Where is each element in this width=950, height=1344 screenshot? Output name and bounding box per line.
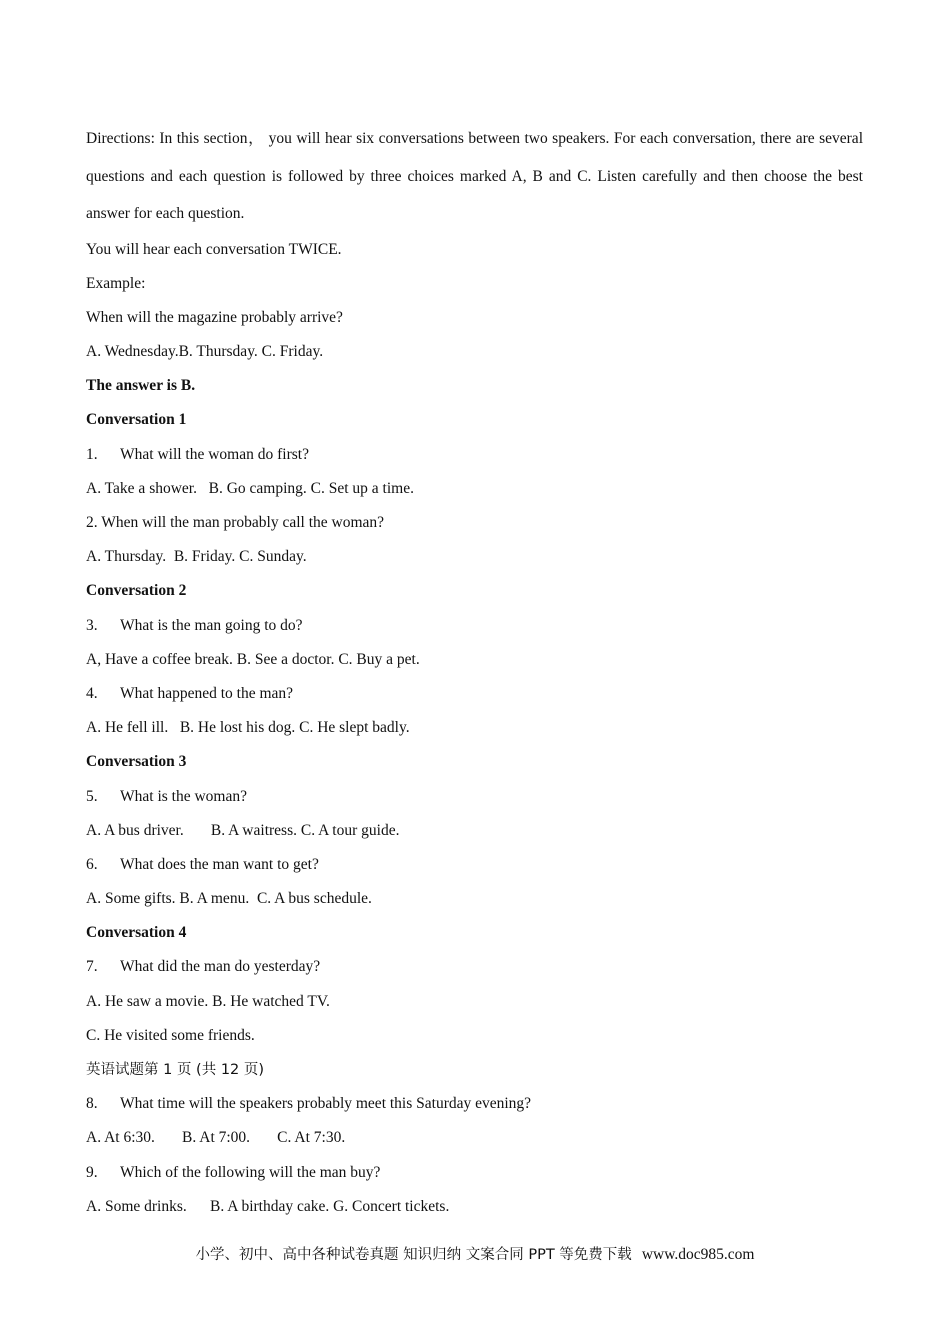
question-number: 1. (86, 445, 98, 463)
question (86, 1156, 863, 1190)
question-number: 6. (86, 855, 98, 873)
question-text: When will the man probably call the woman? (101, 514, 385, 531)
question-text: What is the woman? (120, 787, 247, 805)
question-number: 7. (86, 958, 98, 976)
question (86, 677, 863, 711)
question (86, 950, 863, 984)
directions-twice: You will hear each conversation TWICE. (86, 240, 342, 258)
directions-text: Directions: In this section， you will hear six conversations between two speakers. For each conversation, there are several questions and each question is followed by three choices marked A, B and C. Listen carefully and then choose the best answer for each question. (86, 130, 863, 222)
conversation-title: Conversation 4 (86, 924, 187, 942)
question-number: 5. (86, 787, 98, 805)
question-options: A. A bus driver. B. A waitress. C. A tour guide. (86, 821, 400, 839)
question-options: A. Take a shower. B. Go camping. C. Set up a time. (86, 479, 414, 497)
page-number-mark: 英语试题第 1 页 (共 12 页) (86, 1062, 265, 1078)
footer-text: 小学、初中、高中各种试卷真题 知识归纳 文案合同 PPT 等免费下载 (195, 1247, 632, 1263)
question-options: A. At 6:30. B. At 7:00. C. At 7:30. (86, 1129, 346, 1147)
document-page (86, 120, 863, 1224)
conversation-title: Conversation 3 (86, 753, 187, 771)
question (86, 609, 863, 643)
question-options: A. Thursday. B. Friday. C. Sunday. (86, 548, 307, 566)
example-options: A. Wednesday.B. Thursday. C. Friday. (86, 343, 324, 361)
question-options: A. Some gifts. B. A menu. C. A bus schedule. (86, 890, 372, 908)
question-number: 3. (86, 616, 98, 634)
question-text: What is the man going to do? (120, 616, 303, 634)
question-number: 8. (86, 1095, 98, 1113)
question-text: What did the man do yesterday? (120, 958, 321, 976)
example-label: Example: (86, 274, 146, 292)
question-text: What time will the speakers probably meet this Saturday evening? (120, 1095, 532, 1113)
question (86, 1087, 863, 1121)
question (86, 506, 863, 540)
page-footer (0, 1243, 950, 1264)
question-text: What will the woman do first? (120, 445, 309, 463)
footer-url: www.doc985.com (641, 1246, 755, 1263)
question-number: 9. (86, 1163, 98, 1181)
conversation-title: Conversation 1 (86, 411, 187, 429)
question-number: 4. (86, 684, 98, 702)
question-text: What happened to the man? (120, 684, 294, 702)
question-options: A, Have a coffee break. B. See a doctor. C. Buy a pet. (86, 650, 420, 668)
question-number: 2. (86, 514, 102, 531)
example-answer: The answer is B. (86, 377, 196, 395)
question-text: Which of the following will the man buy? (120, 1163, 381, 1181)
question-options: A. Some drinks. B. A birthday cake. G. Concert tickets. (86, 1197, 450, 1215)
question-options: C. He visited some friends. (86, 1026, 255, 1044)
question (86, 848, 863, 882)
question-text: What does the man want to get? (120, 855, 319, 873)
question-options: A. He saw a movie. B. He watched TV. (86, 992, 330, 1010)
question (86, 438, 863, 472)
question-options: A. He fell ill. B. He lost his dog. C. He slept badly. (86, 719, 410, 737)
example-question: When will the magazine probably arrive? (86, 308, 343, 326)
question (86, 780, 863, 814)
conversation-title: Conversation 2 (86, 582, 187, 600)
